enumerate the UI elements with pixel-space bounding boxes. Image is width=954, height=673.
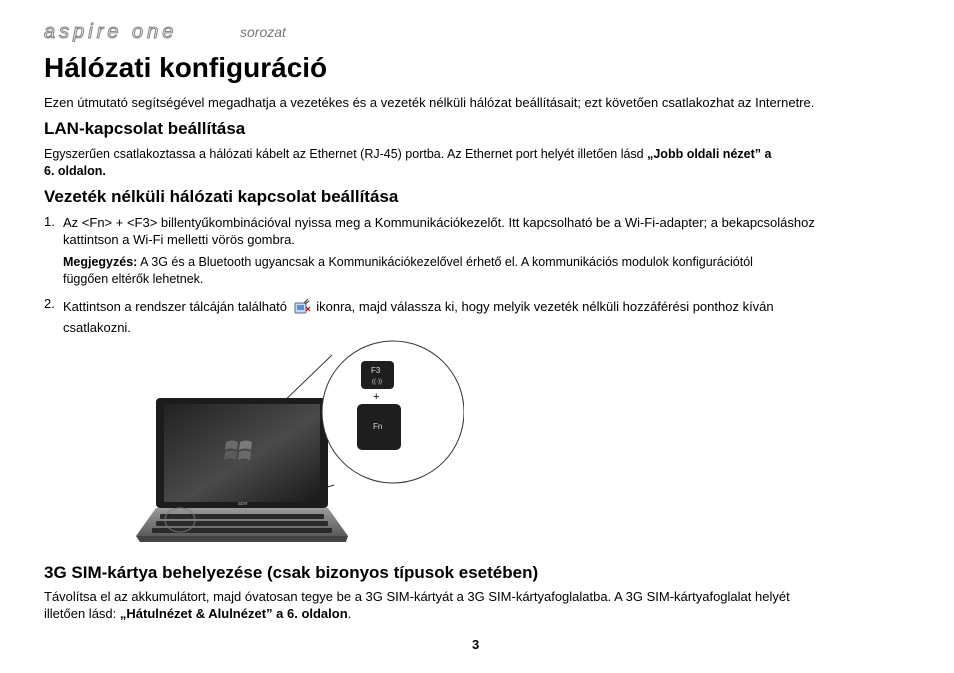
logo-text: aspire one [44,22,178,42]
wireless-heading: Vezeték nélküli hálózati kapcsolat beállítása [44,187,399,206]
aspire-one-logo [44,22,234,42]
step1-number: 1. [44,214,55,229]
logo-series: sorozat [240,24,286,40]
f3-key [361,361,394,389]
step2-number: 2. [44,296,55,311]
step2-text: Kattintson a rendszer tálcáján található ikonra, majd válassza ki, hogy melyik vezeték nélküli hozzáférési ponthoz kíván csatlakozni. [63,299,774,335]
intro-text: Ezen útmutató segítségével megadhatja a vezetékes és a vezeték nélküli hálózat beállításait; ezt követően csatlakozhat az Internetre. [44,95,815,110]
netbook-figure [134,340,464,555]
sim-text: Távolítsa el az akkumulátort, majd óvatosan tegye be a 3G SIM-kártyát a 3G SIM-kártyafoglalatba. A 3G SIM-kártyafoglalat helyét illetően lásd: „Hátulnézet & Alulnézet” a 6. oldalon. [44,589,790,621]
keyboard [152,514,332,533]
sim-heading: 3G SIM-kártya behelyezése (csak bizonyos típusok esetében) [44,563,539,582]
lan-heading: LAN-kapcsolat beállítása [44,119,246,138]
svg-text:((·)): ((·)) [372,379,382,385]
page-title: Hálózati konfiguráció [44,52,328,83]
note-text: Megjegyzés: A 3G és a Bluetooth ugyancsak a Kommunikációkezelővel érhető el. A kommunikációs modulok konfigurációtól függően eltérők lehetnek. [63,255,753,286]
brand-text: acer [238,501,248,507]
svg-text:F3: F3 [371,366,381,375]
page-number: 3 [472,637,480,652]
lan-text: Egyszerűen csatlakoztassa a hálózati kábelt az Ethernet (RJ-45) portba. Az Ethernet port helyét illetően lásd „Jobb oldali nézet” a 6. oldalon. [44,147,772,178]
step1-text: Az <Fn> + <F3> billentyűkombinációval nyissa meg a Kommunikációkezelőt. Itt kapcsolható be a Wi-Fi-adapter; a bekapcsoláshoz kattintson a Wi-Fi melletti vörös gombra. [63,215,815,247]
plus-sign: + [373,391,380,403]
svg-text:Fn: Fn [373,422,383,431]
header-logo [44,22,286,42]
wireless-tray-icon [293,297,311,315]
fn-key [357,404,401,450]
